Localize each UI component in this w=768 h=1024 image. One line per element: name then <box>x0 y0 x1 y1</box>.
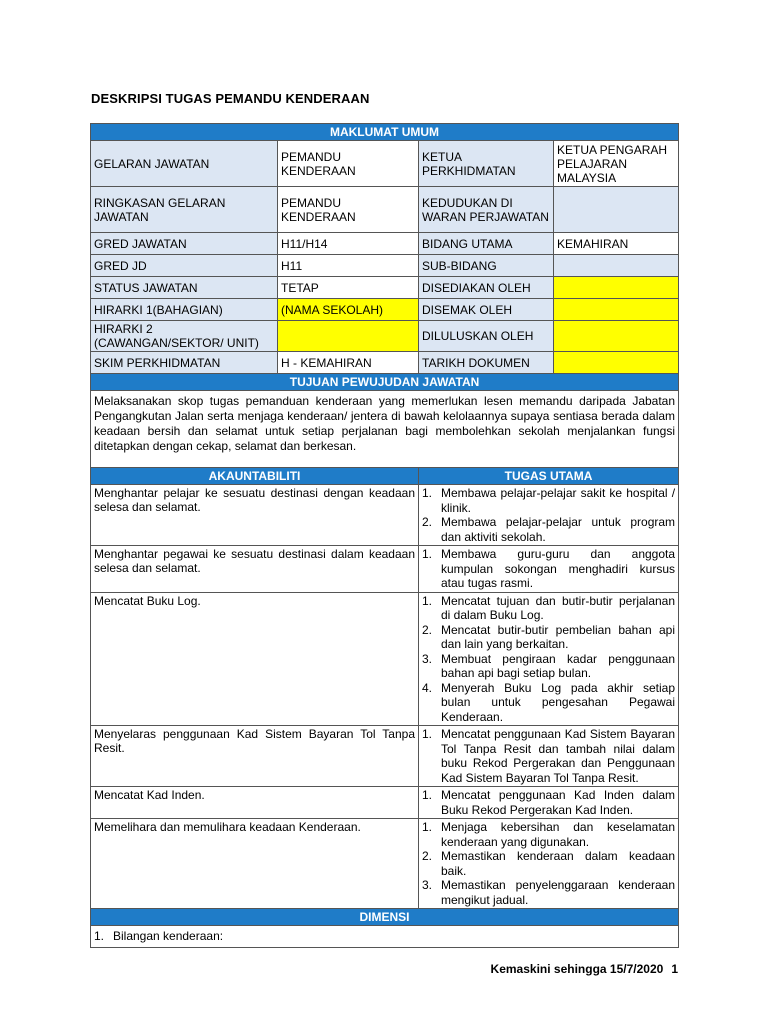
field-label: KEDUDUKAN DI WARAN PERJAWATAN <box>419 187 554 233</box>
field-label: TARIKH DOKUMEN <box>419 352 554 374</box>
section-header-general: MAKLUMAT UMUM <box>91 124 679 141</box>
task-list-cell <box>419 485 679 546</box>
task-item <box>422 515 675 544</box>
task-number: 1. <box>422 593 433 608</box>
field-label: HIRARKI 1(BAHAGIAN) <box>91 299 278 321</box>
accountability-row <box>91 592 679 726</box>
field-value: H11/H14 <box>278 233 419 255</box>
updated-note: Kemaskini sehingga 15/7/2020 <box>490 962 664 976</box>
field-value: H11 <box>278 255 419 277</box>
dimension-item <box>94 929 675 944</box>
purpose-text: Melaksanakan skop tugas pemanduan kenderaan yang memerlukan lesen memandu daripada Jabatan Pengangkutan Jalan serta menjaga kenderaan/ jentera di bawah kelolaannya supaya sentiasa berada dalam keadaan bersih dan selamat untuk setiap perjalanan bagi membolehkan sekolah menjalankan fungsi ditetapkan dengan cekap, selamat dan berkesan. <box>91 391 679 468</box>
task-list-cell <box>419 726 679 787</box>
field-value <box>554 352 679 374</box>
field-value <box>554 255 679 277</box>
task-list <box>422 486 675 544</box>
field-label: BIDANG UTAMA <box>419 233 554 255</box>
field-value <box>554 187 679 233</box>
dimension-number: 1. <box>94 929 105 944</box>
accountability-row <box>91 787 679 819</box>
task-list <box>422 727 675 785</box>
dimension-list <box>94 929 675 944</box>
task-text: Memastikan kenderaan dalam keadaan baik. <box>441 849 676 878</box>
accountability-text: Memelihara dan memulihara keadaan Kenderaan. <box>91 819 419 909</box>
task-item <box>422 878 675 907</box>
task-number: 4. <box>422 680 433 695</box>
task-list-cell <box>419 819 679 909</box>
task-text: Memastikan penyelenggaraan kenderaan mengikut jadual. <box>441 878 676 907</box>
general-row <box>91 321 679 352</box>
field-label: STATUS JAWATAN <box>91 277 278 299</box>
task-item <box>422 788 675 817</box>
task-text: Mencatat penggunaan Kad Sistem Bayaran Tol Tanpa Resit dan tambah nilai dalam buku Rekod Pergerakan dan Penggunaan Kad Sistem Bayaran Tol Tanpa Resit. <box>441 727 676 785</box>
field-value: KEMAHIRAN <box>554 233 679 255</box>
field-label: GRED JD <box>91 255 278 277</box>
page-number: 1 <box>671 962 678 976</box>
field-value <box>554 321 679 352</box>
task-list-cell <box>419 546 679 593</box>
task-text: Menyerah Buku Log pada akhir setiap bulan untuk pengesahan Pegawai Kenderaan. <box>441 680 676 724</box>
section-header-accountability: AKAUNTABILITI <box>91 468 419 485</box>
task-number: 3. <box>422 651 433 666</box>
task-number: 3. <box>422 878 433 892</box>
field-value: TETAP <box>278 277 419 299</box>
field-value: H - KEMAHIRAN <box>278 352 419 374</box>
accountability-text: Mencatat Kad Inden. <box>91 787 419 819</box>
dimension-cell <box>91 926 679 948</box>
task-text: Membawa pelajar-pelajar untuk program dan aktiviti sekolah. <box>441 515 676 544</box>
field-label: DISEDIAKAN OLEH <box>419 277 554 299</box>
task-text: Menjaga kebersihan dan keselamatan kenderaan yang digunakan. <box>441 820 676 849</box>
field-label: GELARAN JAWATAN <box>91 141 278 187</box>
task-item <box>422 849 675 878</box>
general-row <box>91 141 679 187</box>
job-description-table <box>90 123 679 948</box>
general-row <box>91 277 679 299</box>
dimension-row <box>91 926 679 948</box>
document-title: DESKRIPSI TUGAS PEMANDU KENDERAAN <box>91 91 370 106</box>
task-number: 1. <box>422 486 433 500</box>
task-list <box>422 547 675 591</box>
task-text: Mencatat tujuan dan butir-butir perjalanan di dalam Buku Log. <box>441 593 676 622</box>
section-header-purpose: TUJUAN PEWUJUDAN JAWATAN <box>91 374 679 391</box>
accountability-text: Menghantar pelajar ke sesuatu destinasi dengan keadaan selesa dan selamat. <box>91 485 419 546</box>
task-number: 1. <box>422 727 433 741</box>
task-text: Mencatat butir-butir pembelian bahan api dan lain yang berkaitan. <box>441 622 676 651</box>
task-number: 2. <box>422 622 433 637</box>
task-item <box>422 820 675 849</box>
field-label: DILULUSKAN OLEH <box>419 321 554 352</box>
task-list-cell <box>419 787 679 819</box>
general-row <box>91 187 679 233</box>
field-value: KETUA PENGARAH PELAJARAN MALAYSIA <box>554 141 679 187</box>
task-list <box>422 788 675 817</box>
task-number: 2. <box>422 849 433 863</box>
task-number: 2. <box>422 515 433 529</box>
accountability-row <box>91 819 679 909</box>
field-label: SUB-BIDANG <box>419 255 554 277</box>
field-value: PEMANDU KENDERAAN <box>278 141 419 187</box>
general-row <box>91 352 679 374</box>
general-row <box>91 299 679 321</box>
field-label: HIRARKI 2 (CAWANGAN/SEKTOR/ UNIT) <box>91 321 278 352</box>
accountability-row <box>91 726 679 787</box>
task-list-cell <box>419 592 679 726</box>
accountability-text: Menghantar pegawai ke sesuatu destinasi dalam keadaan selesa dan selamat. <box>91 546 419 593</box>
task-item <box>422 681 675 725</box>
general-row <box>91 233 679 255</box>
general-row <box>91 255 679 277</box>
task-text: Membuat pengiraan kadar penggunaan bahan api bagi setiap bulan. <box>441 651 676 680</box>
task-list <box>422 594 675 725</box>
task-item <box>422 594 675 623</box>
field-value <box>278 321 419 352</box>
field-value: (NAMA SEKOLAH) <box>278 299 419 321</box>
task-item <box>422 486 675 515</box>
task-item <box>422 727 675 785</box>
task-number: 1. <box>422 820 433 834</box>
task-text: Membawa pelajar-pelajar sakit ke hospital / klinik. <box>441 486 676 515</box>
field-value <box>554 299 679 321</box>
accountability-text: Mencatat Buku Log. <box>91 592 419 726</box>
task-item <box>422 623 675 652</box>
field-label: GRED JAWATAN <box>91 233 278 255</box>
accountability-text: Menyelaras penggunaan Kad Sistem Bayaran Tol Tanpa Resit. <box>91 726 419 787</box>
task-text: Mencatat penggunaan Kad Inden dalam Buku Rekod Pergerakan Kad Inden. <box>441 788 676 817</box>
accountability-row <box>91 546 679 593</box>
field-value <box>554 277 679 299</box>
task-item <box>422 547 675 591</box>
accountability-row <box>91 485 679 546</box>
section-header-dimension: DIMENSI <box>91 909 679 926</box>
field-value: PEMANDU KENDERAAN <box>278 187 419 233</box>
section-header-main-duties: TUGAS UTAMA <box>419 468 679 485</box>
task-text: Membawa guru-guru dan anggota kumpulan sokongan menghadiri kursus atau tugas rasmi. <box>441 547 676 590</box>
field-label: KETUA PERKHIDMATAN <box>419 141 554 187</box>
dimension-text: Bilangan kenderaan: <box>113 929 224 944</box>
page-footer <box>491 962 678 976</box>
field-label: RINGKASAN GELARAN JAWATAN <box>91 187 278 233</box>
field-label: SKIM PERKHIDMATAN <box>91 352 278 374</box>
task-item <box>422 652 675 681</box>
task-list <box>422 820 675 907</box>
task-number: 1. <box>422 547 433 561</box>
task-number: 1. <box>422 788 433 802</box>
field-label: DISEMAK OLEH <box>419 299 554 321</box>
